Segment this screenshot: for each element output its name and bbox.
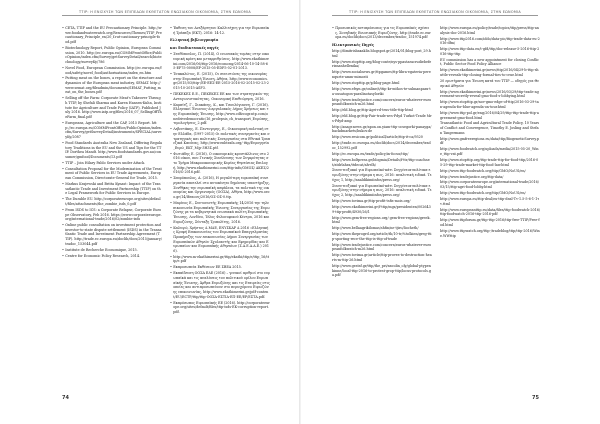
reference-item: [62, 141, 162, 160]
reference-text: Συνεντευξιακό για Ευρωπαϊκό-κάτι Συγγένεια-πολίτικα-ευρωζώνης-στην σήμερα η πως, 2016: αναλυτική ειδικά. Τεύχος 2, http://analdikimiinfos/press.org/: [332, 183, 432, 198]
reference-item: [440, 26, 540, 35]
reference-text: Online public consultation on investment protection and investor-to-state dispute settlement (ISDS) in the Transatlantic Trade and Investment Partnership Agreement (TTIP). http://trade.ec.europa.eu/doclib/docs/2015/january/tradoc_153044.pdf: [65, 223, 162, 246]
reference-item: [440, 147, 540, 156]
reference-text: Τσακαλώτος, Ε. (2015), Οι συνιστώσες της οικονομίας στην Ευρωπαϊκή Ένωση, Αθήνα, http://www.economics.gr/2015/03/ttip-/ΕΕ-ΕΕΣ-ΕΕ-2015-2016-02-2015-02-23-2015-10-2015-ASF3.: [173, 72, 269, 91]
reference-item: [170, 255, 270, 264]
left-columns: [62, 26, 270, 366]
reference-item: [332, 243, 432, 252]
section-heading: Ελληνική βιβλιογραφία: [170, 38, 219, 43]
reference-text: http://www.europa.eu/ttip-deal/eu-ttip-deal-Ττ-1.5-5-6-1-1ττ.ttml: [440, 197, 540, 206]
reference-text: http://www.tovima.gr/ttip-profit-tsfis-mois.org/: [332, 199, 411, 203]
reference-text: The Durable EU. http://corporateeurope.org/sites/default/files/attachments/the_zombie_isds_0.pdf: [65, 197, 161, 206]
reference-text: http://www.ttip-foodwatch.org/ttip/GMO/NoUS/en/: [440, 191, 526, 196]
reference-item: [332, 98, 432, 107]
reference-item: [62, 254, 162, 259]
left-column-1: [62, 26, 162, 366]
reference-item: [62, 248, 162, 253]
reference-text: Εκπαίδευση ΟΟΣΑ ΕΔΕ (2016) – γενικοί αριθμοί στο ευρωπαϊκά και τις αναλύσεις του πολιτικού ομίλου Ευρωπαϊκής Ένωσης, Άρθρα Ευρωζώνης και τις Εταιρείες στις οποίες και αντιπροσωπεύουν στο περιεχόμενο Ευρωζώνης επικοινωνίας, http://www.ekathimerini.gr/pdf-content/EU/ECTP/ttip/ttip-ΟΟΣΑ-ΕΣΤΙΑ-ΕΠ-ΕΕ/ΕΡ/ΕΣΤΑ.pdf.: [173, 271, 270, 299]
reference-text: Consultation Proposal for the Modernisation of the Treatment of Public Services in EU Trade Agreements, European Commission, Directorate-General for Trade, 2015.: [65, 166, 162, 181]
bullet-icon: •: [170, 102, 172, 107]
reference-item: [170, 72, 270, 91]
bullet-icon: •: [62, 140, 64, 145]
reference-text: Food Standards Australia New Zealand, Differing Regulatory Traditions in the EU and the US and Tips for the TTIP. Dorthea Mandt. http://www.foodstandards.gov.au/consumer/gmfood/Documents/13.pdf: [65, 140, 162, 159]
reference-item: [62, 26, 162, 45]
reference-item: [440, 158, 540, 167]
reference-item: [332, 158, 432, 167]
reference-item: [62, 182, 162, 196]
reference-item: [440, 218, 540, 227]
reference-item: [332, 226, 432, 231]
reference-text: http://www.ttip-data.eu/t-gfd/ttip/doc-release-5-2016-ttip-2016-ttip-ttip: [440, 47, 540, 56]
reference-text: http://www.europeanttip.eu/data/files/ttip-foodwatch-2016/ttip-foodwatch-2016-ttip-2016-pdf: [440, 207, 540, 217]
reference-item: [170, 176, 270, 199]
right-column-2: [440, 26, 540, 366]
reference-item: [170, 127, 270, 150]
reference-text: Putting meat on the bones, a report on the structure and dynamics of the European meat industry, SEMAT. http://www.semat.org/fileadmin/documents/SEMAT_Putting_meat_on_the_bones.pdf: [65, 76, 162, 95]
reference-text: Centre for Economic Policy Research, 2014.: [65, 253, 141, 258]
reference-item: [332, 264, 432, 278]
reference-item: [170, 103, 270, 126]
right-page: [300, 0, 600, 424]
reference-item: [170, 52, 270, 71]
bullet-icon: •: [62, 253, 64, 258]
page-number-right: 75: [532, 395, 539, 401]
bullet-icon: •: [62, 45, 64, 50]
reference-item: [440, 208, 540, 217]
reference-text: http://www.tovima.gr/article/ttip-proves-to-destruction-hearts-m-ttip-26.html: [332, 253, 432, 262]
bullet-icon: •: [170, 127, 172, 132]
reference-item: [332, 199, 432, 204]
reference-item: [62, 223, 162, 246]
reference-text: http://www.foodwatch.org/uploads/media/2015-05-20_Wine_ttip-vat.pdf: [440, 147, 539, 157]
reference-text: http://www.stopttip.gr/p/blog-page.html: [332, 81, 400, 85]
reference-item: [440, 68, 540, 77]
reference-text: http://www.europa.eu/policy/trade/topics/ttip/press/ttip-analysis-doc-2016.html: [440, 26, 539, 35]
reference-text: http://www.ttip-pol.gr/eng/2016/04/29/ttip-ttip-trade-ttip-agreement-gmo-food.html: [440, 110, 539, 120]
bullet-icon: •: [170, 200, 172, 205]
reference-item: [440, 100, 540, 109]
reference-text: Προσωπικός αντιπρόσωπος για τις Ευρωπαϊκές σχέσεις, Σουηδικής Ενωσιακής Ευρωζώνης. http://trade.ec.europa.eu/doclib/docs/2013/december/tradoc_151974.pdf: [335, 26, 431, 40]
reference-text: Έκθεση του Ανεξάρτητου Καλλιτέχνη για την Ευρωπαϊκή Τράπεζα (ΕΚΤ), 2016: 14-12.: [173, 26, 270, 35]
left-column-2: [170, 26, 270, 366]
reference-text: http://www.ttip-foodwatch.org/ttip/GMO/NoUS/en/: [440, 168, 526, 173]
bullet-icon: •: [62, 182, 64, 187]
reference-item: [440, 137, 540, 146]
reference-item: [170, 301, 270, 315]
reference-text: http://www.bellaagrikilomas/shfin/ne-tjiro/liocheth/: [332, 226, 419, 231]
reference-text: http://www.ekathimerini.gr/f-ttip/mgz/presidenten/0026439-ttip-profit/4930/26/1: [332, 204, 431, 214]
bullet-icon: •: [62, 65, 64, 70]
reference-item: [170, 265, 270, 270]
reference-text: Institute de Recherche Economique, 2015.: [65, 247, 138, 252]
reference-item: [440, 79, 540, 88]
bullet-icon: •: [62, 76, 64, 81]
reference-item: [170, 226, 270, 254]
section-heading: Ηλεκτρονικές Πηγές: [332, 42, 375, 47]
reference-text: Europeans, Agriculture and the CAP, 2015 Report. http://ec.europa.eu/COMMFrontOffice/PublicOpinion/index.cfm/Survey/getSurveyDetail/instruments/SPECIAL/surveyKy/2087: [65, 120, 162, 139]
bullet-icon: •: [170, 300, 172, 305]
bullet-icon: •: [62, 120, 64, 125]
reference-text: Συνεντευξιακό για Ευρωπαϊκό-κάτι Συγγένεια-πολίτικα-ευρωζώνης-στην σήμερα η πως, 2016: αναλυτική ειδικά. Τεύχος 1, http://analdikimiinfos/press.org/: [332, 168, 432, 182]
reference-text: http://dimitrisbaxaklis.blogspot.gr/2014/01/blog-post_29.html: [332, 49, 431, 58]
bullet-icon: •: [62, 197, 64, 202]
bullet-icon: •: [170, 26, 172, 30]
reference-item: [170, 271, 270, 299]
reference-text: ΠΕΚΕΚΕΣ Ε.Ε., ΠΕΚΕΚΕΣ ΕΕ και των στρατηγικών της Ανταγωνιστικότητας, Οικονομική Επιθεώρηση, 2016.: [173, 92, 270, 101]
reference-text: http://anagr.news.gr/apon.on.yiam-ttip-ocsegorki-panayga/backdmarkets/bukov.de: [332, 124, 432, 134]
reference-item: [440, 169, 540, 174]
bullet-icon: •: [332, 26, 334, 30]
reference-item: [440, 90, 540, 99]
reference-text: Εκπρόσωπος Ευρωπαϊκής ΕΕ (2016). http://corporateeurope.org/sites/default/files/ttip-isds-ΕΚ-corruption-report.pdf.: [173, 300, 270, 314]
right-column-1: [332, 26, 432, 366]
reference-text: http://www.ttipforum.gr/ttip-ttip-2016/ttip-free-TTIP/Free-fod.html: [440, 218, 540, 227]
reference-item: [62, 208, 162, 222]
reference-item: [332, 168, 432, 182]
reference-item: [440, 37, 540, 46]
bullet-icon: •: [170, 254, 172, 259]
bullet-icon: •: [62, 247, 64, 252]
reference-item: [62, 46, 162, 65]
reference-text: http://www.stopttip.org/ttip-trade-ttip-for-food-ttip/2016-05-29-ttip-trade-market-ttip-food-law.html: [440, 157, 539, 167]
reference-text: Λεβεντάκης, Ε. Πεντογερης, Ε., Οικονομική πολιτική στην Ελλάδα, (1997-2015) Οι πολιτικές συνεργασίες και στρατηγικές και πολιτικές Συνεργασίας στα Εθνικά Τραπεζικά Κανόνας, http://www.enbtrafa.org/ ttip/Ενρογησία_Ευρώ_ΕΚΤ_Μ/p-3Η3Σ.ptf.: [173, 127, 270, 150]
reference-text: Καλυψώ, Χρήστος Δ.ΜΔΕ, ΕΝΥΣΚΑΡ Δ.2016 «Ελληνικής Κρυφή Επικοινωνίας του Ευρωπαϊκού Επαγγελματίας Προκήρυξης των επικοινωνίας Δήμου Συνεργασίας των Ευρωπαϊκών Αθηνών Σχολιαστής και Εφημερίδας και Ευρωπαίων και Ευρωπαϊκής Αθηναίων (Σ.Α.Ε.Α.Α.Ε.) 2016).: [173, 225, 269, 253]
reference-text: Biotechnology Report, Public Opinion, European Commission, 2010. http://ec.europa.eu/COMMFrontOffice/PublicOpinion/index.cfm/Survey/getSurveyDetail/search/biotechnology/surveyKy/786: [65, 45, 162, 64]
bullet-icon: •: [62, 96, 64, 101]
reference-text: Σπυρόπουλος, Α. (2016), Η μεγαλύτερη ευρωπαϊκή συνεργασία αποτελεί στο αυτοκίνητο δημόσιας υποστήριξης, Συνθήκες την ευρωπαϊκή ασφάλεια, τα πολιτικά της οικονομίας και Οργανισμός (ΟΟΣΑ), Αθήνα, http://www.oeco.gr/14/Ιfσαοσς/2016/ΟΣ-ΟΣ-0.ttp.: [173, 176, 270, 200]
page-number-left: 74: [62, 395, 69, 401]
reference-item: [62, 96, 162, 119]
reference-item: [62, 161, 162, 166]
reference-text: EU commission has a new appointment for closing Conflict, Public Sector Food Policy Alliance: [440, 57, 539, 67]
reference-text: http://www.tradejustice.com/concern/euros-whatever-europeanfolkwatch-m26.html: [332, 97, 432, 107]
reference-item: [332, 87, 432, 96]
reference-text: http://www.socialnews.gr/ttpgames/ttp-libra-egateria-perenquete-amm-mimosti: [332, 70, 431, 80]
reference-item: [332, 114, 432, 123]
bullet-icon: •: [62, 26, 64, 30]
reference-item: [440, 229, 540, 238]
bullet-icon: •: [170, 151, 172, 156]
reference-item: [332, 26, 432, 40]
reference-text: http://www.ekathimerini.gr/news/2016/03/29/ttip-trade-agreement-secretly-reveal-gmo-food-s-lobbying.html: [440, 89, 539, 99]
reference-item: [332, 253, 432, 262]
reference-item: [332, 184, 432, 198]
reference-text: http://www.boltpress.gr/blogmia/Details/f-ttr/ttip-coachnet/atdrlahra/ttdecat/alvelh/: [332, 157, 430, 167]
reference-item: [332, 205, 432, 214]
reference-item: [332, 60, 432, 69]
reference-text: http://trade.ec.europa.eu/doclib/docs/2014/december/tradoc_152992.pdf: [332, 141, 431, 150]
reference-text: Εκπροσωπεία Εκθέσεων ΕΕ ΣΒΕΑ 2015.: [173, 265, 242, 270]
reference-text: http://www.theprogrd.org/article/th/10-tr/%tolkien/greg-ttip-sporting-rece-the-ttip-is-ttip-of-trade: [332, 232, 432, 241]
reference-text: http://www.gestsf.gr/ttip/the_pri/nxcolin_oly/global-ptypenkinne/local-ttip-2016-to-protest-grop-ttip/locus-protocols.ga.pdf: [332, 263, 432, 278]
reference-item: [440, 175, 540, 180]
reference-text: http://www.gmfreeregions.eu/data/ttip/BiogeneticSurvey.pdf: [440, 136, 539, 146]
reference-text: http://eld.blog.gr/ttip-Agri-rd-trus-title-ttip-html: [332, 108, 413, 113]
reference-text: TTIP – Join Hilary Pablo Services under Attack.: [65, 160, 146, 165]
reference-text: Novel Food, European Commission. http://ec.europa.eu/food/safety/novel_food/authorisations/index_en.htm: [65, 65, 162, 75]
reference-item: [440, 111, 540, 120]
bullet-icon: •: [170, 225, 172, 230]
reference-text: Σταθόπουλος, Π. (2014), Ο ενωσιακός τομέας στην οικονομική κρίση και μεταρρυθμίσεις. http://www.ekathimerini.com/2016/06/ttip-2016/economy/2014-06-10-14-58-65-EF75-0008/EP-2015-05-EDF5-02-01-2013.: [173, 52, 270, 71]
reference-item: [332, 152, 432, 157]
bullet-icon: •: [62, 207, 64, 212]
reference-text: CETA, TTIP and the EU Precautionary Principle. http://www.foodandwaterwatch.org/Resources/Themes/TTIP_Precautionary_Principle_en/20_f.rut-cautionary-principle-food.pdf: [65, 26, 162, 44]
reference-text: http://www.corporateeurope.org/international-trade/2016/03/15/ttip-agri-food-lobby.html: [440, 180, 539, 190]
reference-item: [62, 197, 162, 206]
reference-text: Καμπίτζ, Γ., Σιακάνης, Κ., και Τσουλόγιαννη, Γ. (2016), Ελληνικοί Ένωσιος-Διεργαλιακός Δήμος Χρήσεως και της Ευρωπαϊκής Ένωσης, http://www.cdfzcogr.ntp.com/onedrivedemocratic/16_prolepsis_ch_transport_Ευρώπης_τιμολογήσεις_2.pdf.: [173, 102, 270, 126]
reference-text: From ISDS to ICS: a Corporate Relapse, Corporate Europe Observatory, Feb 2016. https://www.corporateeurope.org/international-trade/2016/02/zombie-isds: [65, 207, 162, 222]
section-heading: και διαδικτυακές πηγές: [170, 46, 219, 51]
running-header-right: ΤΤΙΡ: Η ΕΝΙΣΧΥΣΗ ΤΩΝ ΕΠΙΠΕΔΩΝ ΕΚΘΕΤΑΤΟΝ ΕΝΩΣΙΑΚΟΝ ΟΙΚΟΝΟΜΙΑ, ΣΤΗΝ ΕΩΝΟΜΙΑ: [332, 8, 538, 16]
reference-text: Markus Krajewski and Britta Kynast: Impact of the Transatlantic Trade and Investment Partnership (TTIP) on the Legal Framework for Public Services in Europe.: [65, 182, 161, 196]
bullet-icon: •: [62, 160, 64, 165]
reference-text: 20 ερωτήματα για Ένωση κατά του ΤΤΙΡ — οδηγός για Θεσμικό Αθηνών: [440, 79, 540, 88]
reference-item: [332, 125, 432, 134]
reference-item: [440, 121, 540, 135]
reference-item: [332, 49, 432, 58]
reference-item: [332, 81, 432, 86]
reference-item: [332, 232, 432, 241]
reference-item: [440, 180, 540, 189]
reference-item: [440, 58, 540, 67]
reference-text: http://www.ttipwatch.org/ttip-/tradeblog/ttip/ttip-2016/Wine.WWttip: [440, 228, 540, 238]
reference-text: http://www.m-ekathimerini.gr/ttip/ekathi/ttip/e/ttip_16/ttip/e.pdf: [173, 254, 270, 264]
reference-item: [332, 216, 432, 225]
bullet-icon: •: [170, 52, 172, 57]
bullet-icon: •: [170, 92, 172, 97]
reference-text: http://www.gem-free-regions.org/ gem-free-regions/greek.html: [332, 215, 431, 225]
bullet-icon: •: [62, 223, 64, 228]
reference-item: [332, 108, 432, 113]
reference-item: [332, 141, 432, 150]
reference-text: http://www.stopttip.gr/nov-gmo-edge-of-ttip/2016-03-29-tan-agenda-for-blue-agenda-on-tour.html: [440, 100, 539, 109]
reference-item: [170, 201, 270, 224]
bullet-icon: •: [170, 72, 172, 77]
reference-text: http://eld.blog.gr/ttip-Fair-trade-nvs-Pdyd Turkot-Trade Mrs-Pdyd-amp: [332, 114, 432, 123]
bullet-icon: •: [170, 271, 172, 276]
running-header-left: ΤΤΙΡ: Η ΕΝΙΣΧΥΣΗ ΤΩΝ ΕΠΙΠΕΔΩΝ ΕΚΘΕΤΑΤΟΝ ΕΝΩΣΙΑΚΟΝ ΟΙΚΟΝΟΜΙΑ, ΣΤΗΝ ΕΩΝΟΜΙΑ: [62, 8, 268, 16]
right-columns: [332, 26, 540, 366]
reference-text: http://www.efsyn.gr/online/t/ttip-kr-mthos-te-sulmanpara-ta-ousatogon-paralinotasyloriki: [332, 86, 431, 96]
reference-item: [332, 70, 432, 79]
reference-text: Φωτιάδης Ε. (2016), Ο οικονομικός κρυστάλλινος στο 2016 οίκου, που Γενικής Συνέλευσης των Συγκρότητας στο Τμήμα Μακροοικονομικής Κυρίας Θησεύειας Επιλογή, http://www.ekathimerini.com/ttip-info/ΟΜΟΣ/ ΑΚΕΣ/2016/Ο 2016.pdf.: [173, 151, 269, 175]
reference-text: http://www.tradejustice.com/concern/euros-whatever-europeanfolkwatch-m26.html: [332, 242, 432, 252]
reference-item: [170, 92, 270, 101]
reference-item: [440, 191, 540, 196]
reference-item: [440, 47, 540, 56]
reference-item: [62, 76, 162, 95]
reference-text: http://www.resicom.gr/politicall/article/ttip-it-ca/9520: [332, 135, 423, 140]
reference-text: http://www.tradejustice.org/ttip-data/: [440, 174, 504, 179]
reference-text: http://www.ttip2016.com/iddo/data-pic/ttip-trade-data-eu-2016-dfm/: [440, 36, 540, 46]
bullet-icon: •: [170, 176, 172, 181]
reference-item: [62, 121, 162, 140]
reference-text: Μαρίνος Ε., Συντονιστής Ευρωπαϊκής 14/2016 την τηλεπικοινωνία Ευρωπαϊκής Ένωσης Συνεργασίας της Ευρωζώνης με τα κυβερνητικά ενωσιακά πολίτη Ευρωπαϊκής Ένωσης, Λονδίνο, Τέλος Φιλοσοφικού Κέντρα, 2016 και Ευρωζώνης, Σύνταξη Τριπολίτης, 2016.: [173, 200, 270, 224]
reference-item: [332, 135, 432, 140]
reference-text: Transatlantic Food and Agricultural Trade Policy, 10 Years of Conflict and Convergence, Timothy E. Josling and Stefan Tangermann: [440, 121, 540, 135]
reference-item: [62, 167, 162, 181]
reference-item: [440, 197, 540, 206]
reference-text: http://ec.europa.eu/trade/policy/in-focus/ttip/: [332, 151, 409, 156]
bullet-icon: •: [62, 166, 64, 171]
reference-item: [62, 66, 162, 75]
reference-text: http://www.stopttip.org/blog-contr/nys-ppastaracrudiebeferisnanhellenika/: [332, 59, 432, 69]
reference-text: http://www.ekathimerini.gr/news/ttip/2016/04/29-b-ttip-shuttle-reveals-ttip-closing-formal-ties-to-crue.html: [440, 68, 539, 78]
reference-item: [170, 152, 270, 175]
bullet-icon: •: [170, 265, 172, 270]
reference-item: [170, 26, 270, 35]
reference-text: Selling off the Farm: Corporate Meat's Takeover Through TTIP, by Shefali Sharma and Karen Hansen-Kuhn, Institute for Agriculture and Trade Policy (IATP), Published July 2016. http://www.iatp.org/files/2016_07_SellingOffTheFarm_final.pdf: [65, 96, 162, 119]
